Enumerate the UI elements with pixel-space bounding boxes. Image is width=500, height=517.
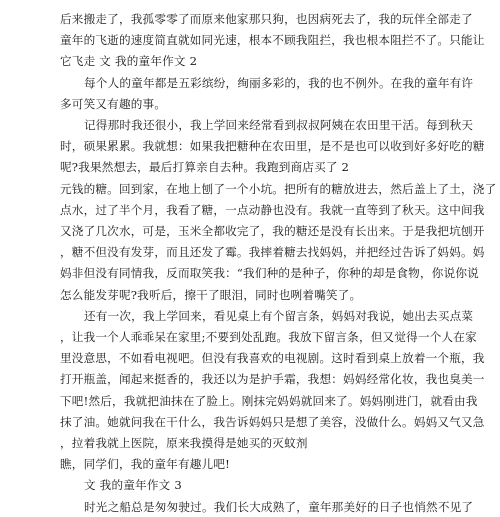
paragraph-line: 文 我的童年作文 3 xyxy=(84,478,182,492)
paragraph-line: 又浇了几次水，可是，玉米全都收完了，我的糖还是没有长出来。于是我把坑刨开 xyxy=(60,224,485,238)
paragraph-line: 妈非但没有同情我，反而取笑我：“我们种的是种子，你种的却是食物，你说你说 xyxy=(60,266,479,280)
paragraph-line: 抹了油。她就问我在干什么，我告诉妈妈只是想了美容，没做什么。妈妈又气又急 xyxy=(60,415,485,429)
paragraph-line: 呢?我果然想去，最后打算亲自去种。我跑到商店买了 2 xyxy=(60,160,350,174)
paragraph-line: ，让我一个人乖乖呆在家里;不要到处乱跑。我放下留言条，但又觉得一个人在家 xyxy=(60,330,477,344)
paragraph-line: 记得那时我还很小，我上学回来经常看到叔叔阿姨在农田里干活。每到秋天 xyxy=(84,118,474,132)
paragraph-line: 打开瓶盖，闻起来挺香的，我还以为是护手霜，我想：妈妈经常化妆，我也臭美一 xyxy=(60,372,485,386)
paragraph-line: 童年的飞逝的速度简直就如同光速，根本不顾我阻拦，我也根本阻拦不了。只能让 xyxy=(60,33,485,47)
paragraph-line: 怎么能发芽呢?我听后，擦干了眼泪，同时也咧着嘴笑了。 xyxy=(60,288,362,302)
paragraph-line: 下吧!然后，我就把油抹在了脸上。刚抹完妈妈就回来了。妈妈刚进门，就看由我 xyxy=(60,394,478,408)
paragraph-line: 瞧，同学们，我的童年有趣儿吧! xyxy=(60,457,230,471)
paragraph-line: 时光之船总是匆匆驶过。我们长大成熟了，童年那美好的日子也悄然不见了 xyxy=(84,500,474,514)
paragraph-line: 时，硕果累累。我就想：如果我把糖种在农田里，是不是也可以收到好多好吃的糖 xyxy=(60,139,485,153)
paragraph-line: ，糖不但没有发芽，而且还发了霉。我摔着糖去找妈妈，并把经过告诉了妈妈。妈 xyxy=(60,245,485,259)
paragraph-line: ，拉着我就上医院，原来我摸得是她买的灭蚊剂 xyxy=(60,436,308,450)
paragraph-line: 后来搬走了，我孤零零了而原来他家那只狗，也因病死去了，我的玩伴全部走了 xyxy=(60,12,473,26)
paragraph-line: 点水，过了半个月，我看了糖，一点动静也没有。我就一直等到了秋天。这中间我 xyxy=(60,203,485,217)
paragraph-line: 每个人的童年都是五彩缤纷，绚丽多彩的，我的也不例外。在我的童年有许 xyxy=(84,76,474,90)
paragraph-line: 里没意思，不如看电视吧。但没有我喜欢的电视剧。这时看到桌上放着一个瓶，我 xyxy=(60,351,485,365)
paragraph-line: 它飞走 文 我的童年作文 2 xyxy=(60,54,198,68)
paragraph-line: 多可笑又有趣的事。 xyxy=(60,97,167,111)
paragraph-line: 还有一次，我上学回来，看见桌上有个留言条，妈妈对我说，她出去买点菜 xyxy=(84,309,474,323)
paragraph-line: 元钱的糖。回到家，在地上刨了一个小坑。把所有的糖放进去，然后盖上了土，浇了 xyxy=(60,182,497,196)
